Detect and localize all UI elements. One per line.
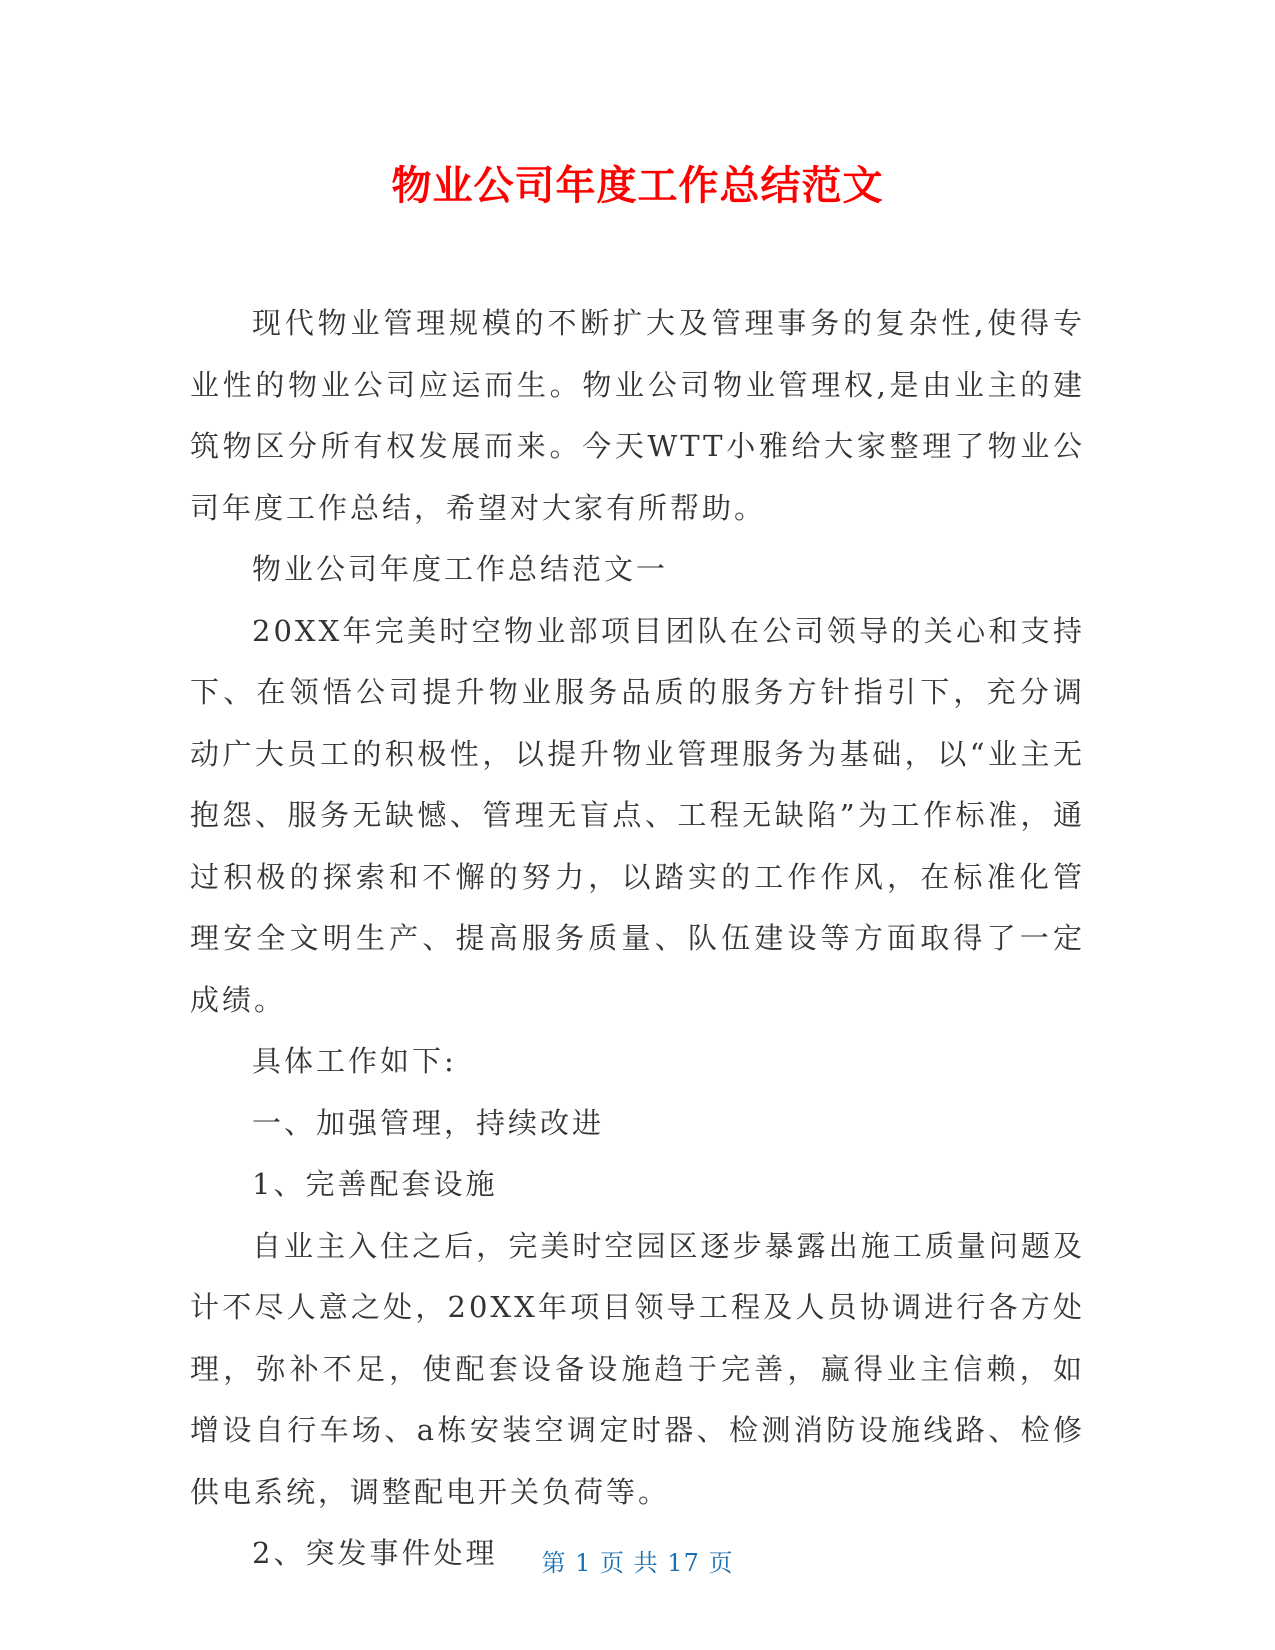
- document-title: 物业公司年度工作总结范文: [391, 163, 884, 209]
- item-heading-2: 2、突发事件处理: [252, 1536, 498, 1570]
- document-body: [190, 293, 1085, 1585]
- page-number-footer: 第 1 页 共 17 页: [541, 1549, 734, 1577]
- intro-paragraph: 现代物业管理规模的不断扩大及管理事务的复杂性,使得专业性的物业公司应运而生。物业公司物业管理权,是由业主的建筑物区分所有权发展而来。今天WTT小雅给大家整理了物业公司年度工作总结，希望对大家有所帮助。: [190, 306, 1085, 525]
- subsection-heading-1: 一、加强管理，持续改进: [252, 1105, 605, 1140]
- section-heading: 物业公司年度工作总结范文一: [252, 552, 669, 586]
- item-heading-1: 1、完善配套设施: [252, 1167, 498, 1201]
- item-paragraph-1: 自业主入住之后，完美时空园区逐步暴露出施工质量问题及计不尽人意之处，20XX年项目领导工程及人员协调进行各方处理，弥补不足，使配套设备设施趋于完善，赢得业主信赖，如增设自行车场、a栋安装空调定时器、检测消防设施线路、检修供电系统，调整配电开关负荷等。: [190, 1228, 1085, 1509]
- work-intro-line: 具体工作如下:: [252, 1044, 457, 1078]
- summary-paragraph: 20XX年完美时空物业部项目团队在公司领导的关心和支持下、在领悟公司提升物业服务品质的服务方针指引下，充分调动广大员工的积极性，以提升物业管理服务为基础，以“业主无抱怨、服务无缺憾、管理无盲点、工程无缺陷”为工作标准，通过积极的探索和不懈的努力，以踏实的工作作风，在标准化管理安全文明生产、提高服务质量、队伍建设等方面取得了一定成绩。: [190, 613, 1085, 1017]
